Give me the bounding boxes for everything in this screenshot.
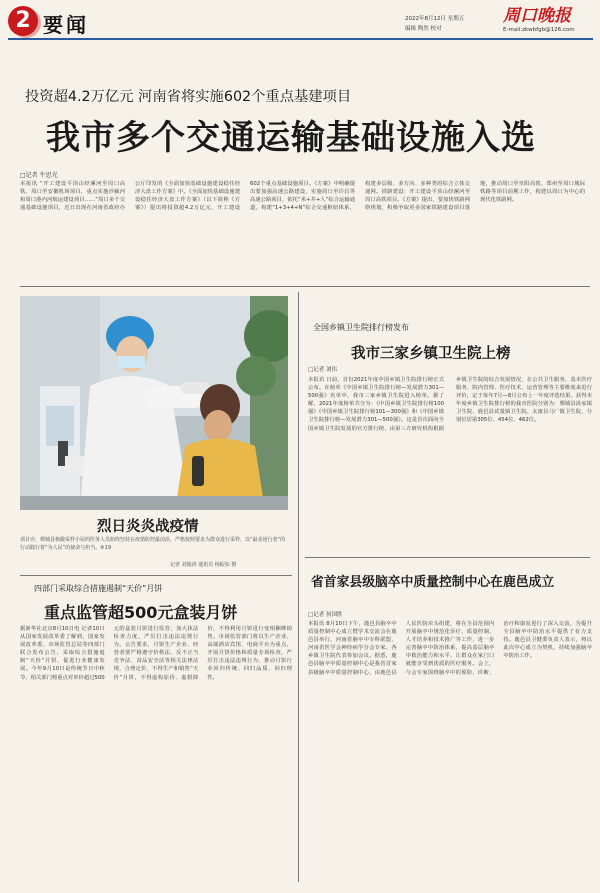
lead-body: 本报讯 “开工建设平顶山经漯河至周口高铁，周口至安徽机场项目，重点实施沙颍河和周口港内河航运建设项目……”周口多个交通基础设施项目，近日出现在河南省政府办公厅印发的《全面加快基础设施建设稳住经济大盘工作方案》中。《全面加快基础设施建设稳住经济大盘工作方案》（以下简称《方案》）提出将投资超4.2万亿元，开工建设602个重点基础设施项目。《方案》中明确提出要加强高速公路建设，实施周口至许昌等高速公路项目，依托“米+井+人”综合运输通道，构建“1+3+4+N”综合交通枢纽体系，构建多层级、多方向、多种类的综合立体交通网。铁路建设：开工建设平顶山经漯河至周口高铁项目。《方案》提出，要加快铁路网络规划，积极争取更多国家铁路建设项目落地，推动周口至阜阳高铁、郑州至周口城际铁路等项目前期工作，构建以周口为中心的现代化铁路网。 <box>20 181 585 212</box>
story2-byline: □记者 刘伟 <box>308 367 337 373</box>
story4-byline: □记者 侯国胜 <box>308 612 343 618</box>
story2-headline: 我市三家乡镇卫生院上榜 <box>351 346 511 362</box>
date-line: 2022年8月12日 星期五 <box>405 16 465 22</box>
story2-bottom-rule <box>305 557 590 558</box>
email-line: E-mail:zkwbfgb@126.com <box>503 27 575 33</box>
lead-headline: 我市多个交通运输基础设施入选 <box>46 118 536 158</box>
page-number: 2 <box>15 8 31 33</box>
story4-headline: 省首家县级脑卒中质量控制中心在鹿邑成立 <box>311 575 555 590</box>
nurse-swab-photo <box>20 296 288 510</box>
story3-body: 据新华社北京8月10日电 记者10日从国家发展改革委了解到，国家发展改革委、市场监管总局等四部门联合发布公告，采取综合措施遏制“天价”月饼，促进行业健康发展。今年9月10日是传统节日中秋节，相关部门将重点对单价超过500元的盒装月饼进行监管，加大执法检查力度，严厉打击违法违规行为。公告要求，月饼生产企业、经营者要严格遵守价格法、反不正当竞争法、食品安全法等相关法律法规，合理定价，不得生产和销售“天价”月饼，不得虚构原价、虚假降价，不得利用月饼进行变相捆绑销售。市场监管部门将以生产企业、高端酒店宾馆、电商平台为重点，开展月饼价格和质量专项检查，严厉打击违法违规行为，推动月饼行业回归传统、回归品质、回归理性。 <box>20 626 292 681</box>
news-photo <box>20 296 288 510</box>
column-divider <box>298 292 299 882</box>
section-name: 要闻 <box>43 13 89 37</box>
lead-bottom-rule <box>20 286 590 287</box>
lead-byline: □记者 牛思光 <box>20 172 58 179</box>
photo-caption-credit: 记者 刘俊涛 通讯员 杨振如 摄 <box>170 562 237 568</box>
photo-caption-body: 项目旁，郸城县核酸采样小屋的医务人员始终坚持在疫情防控最前沿，严格按照要求为群众进行采样，以“最美逆行者”的行动践行着“为人民”的使命与担当。⑧19 <box>20 537 286 551</box>
masthead-rule <box>8 38 593 40</box>
story3-kicker: 四部门采取综合措施遏制“天价”月饼 <box>34 584 163 593</box>
paper-name: 周口晚报 <box>503 6 571 26</box>
story2-kicker: 全国乡镇卫生院排行榜发布 <box>313 323 409 332</box>
story2-body: 本报讯 日前，首份2021年度中国乡镇卫生院排行榜正式公布。在榜单《中国乡镇卫生院排行榜—发展潜力301—500强》名单中，我市三家乡镇卫生院进入榜单。据了解，2021年度榜单共分为：《中国乡镇卫生院排行榜100强》《中国乡镇卫生院排行榜101—300强》和《中国乡镇卫生院排行榜—发展潜力301—500强》。这是首次面向全国乡镇卫生院发展的官方排行榜，由第三方研究机构根据乡镇卫生院的综合发展情况，在公共卫生服务、基本医疗服务、院内管理、医疗技术、运营管理等主要维度来进行评价，定于每年7月—8月公布上一年度评选结果。获得本年度乡镇卫生院排行榜的我市医院分别为：郸城县汲冢镇卫生院、鹿邑县试量镇卫生院、太康县马厂镇卫生院，分别位居第305位、454位、462位。 <box>308 377 592 432</box>
lead-kicker: 投资超4.2万亿元 河南省将实施602个重点基建项目 <box>25 89 352 105</box>
photo-caption-title: 烈日炎炎战疫情 <box>97 519 199 535</box>
editor-line: 编辑 陶然 校对 <box>405 26 442 32</box>
story3-headline: 重点监管超500元盒装月饼 <box>44 603 238 622</box>
photo-bottom-rule <box>20 575 292 576</box>
page-number-badge <box>8 6 38 36</box>
story4-body: 本报讯 8月10日下午，鹿邑县脑卒中质量控制中心成立暨学术交流会在鹿邑县举行，河南省脑卒中专科联盟、河南省医学会神经病学分会专家、各乡镇卫生院代表参加会议。据悉，鹿邑县脑卒中质量控制中心是我省首家县级脑卒中质量控制中心，由鹿邑县人民医院牵头组建，将在全县范围内开展脑卒中规范化诊疗、质量控制、人才培养和技术推广等工作，进一步完善脑卒中防治体系，提高基层脑卒中救治能力和水平，让群众在家门口就能享受到优质的医疗服务。会上，与会专家围绕脑卒中的预防、诊断、治疗和康复进行了深入交流，为提升全县脑卒中防治水平提供了有力支持。鹿邑县卫健委负责人表示，将以此次中心成立为契机，持续加强脑卒中防治工作。 <box>308 621 592 676</box>
